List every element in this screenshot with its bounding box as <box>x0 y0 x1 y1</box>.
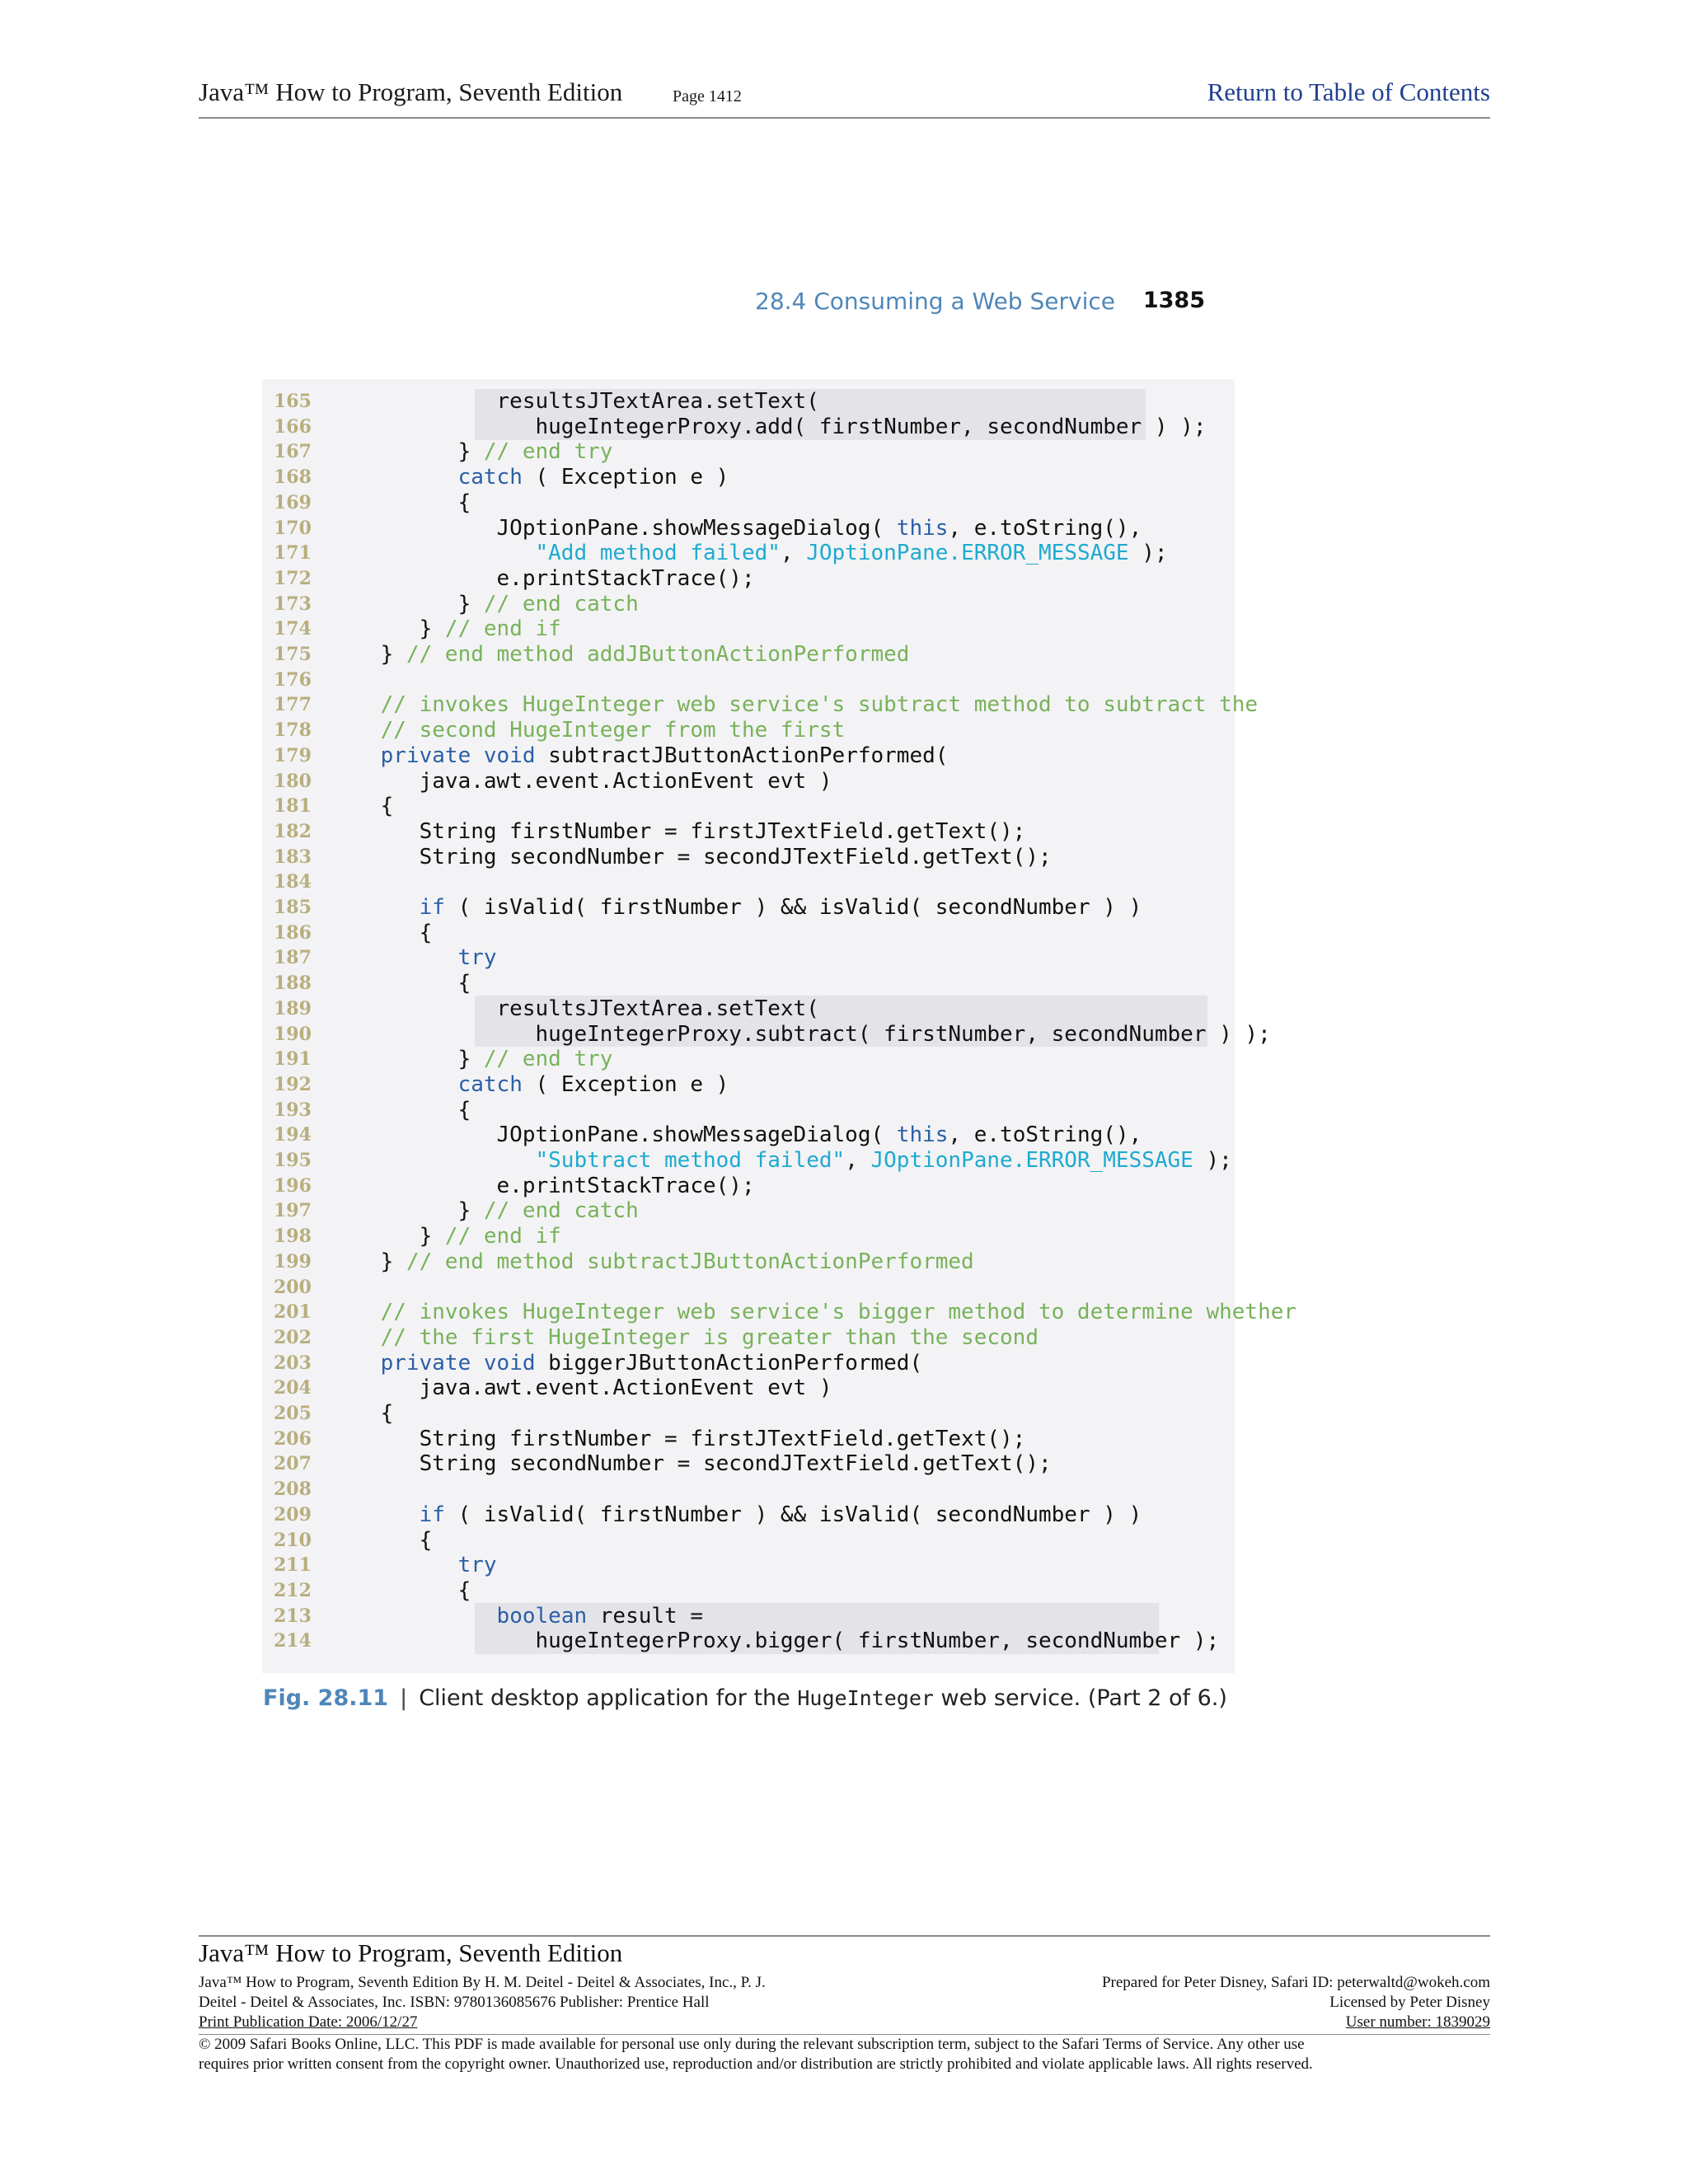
code-line <box>262 945 1235 971</box>
code-line <box>262 971 1235 996</box>
code-line <box>262 1148 1235 1174</box>
code-text: "Add method failed", JOptionPane.ERROR_MESSAGE ); <box>535 541 1168 566</box>
footer-right-line-1: Prepared for Peter Disney, Safari ID: peterwaltd@wokeh.com <box>1101 1974 1490 1991</box>
code-line <box>262 389 1235 415</box>
code-line <box>262 1047 1235 1072</box>
code-text: // invokes HugeInteger web service's bigger method to determine whether <box>380 1300 1297 1325</box>
line-number: 211 <box>274 1554 312 1577</box>
figure-caption <box>263 1685 1227 1711</box>
code-text: // second HugeInteger from the first <box>380 718 846 743</box>
code-text: String firstNumber = firstJTextField.getText(); <box>368 1426 1026 1451</box>
code-line <box>262 1553 1235 1578</box>
code-line <box>262 1072 1235 1098</box>
code-text: boolean result = <box>496 1603 704 1629</box>
code-text: } // end if <box>368 616 561 642</box>
code-line <box>262 845 1235 870</box>
code-line <box>262 1198 1235 1224</box>
running-head <box>755 288 1205 322</box>
line-number: 187 <box>274 947 312 969</box>
line-number: 209 <box>274 1503 312 1526</box>
line-number: 172 <box>274 567 312 589</box>
code-text: } // end method addJButtonActionPerformed <box>368 642 910 667</box>
line-number: 178 <box>274 719 312 742</box>
code-text: java.awt.event.ActionEvent evt ) <box>368 768 832 794</box>
code-text: { <box>368 1527 433 1553</box>
header-book-title: Java™ How to Program, Seventh Edition <box>199 77 623 106</box>
line-number: 170 <box>274 517 312 539</box>
line-number: 191 <box>274 1048 312 1071</box>
code-text: } // end method subtractJButtonActionPerformed <box>368 1249 974 1274</box>
line-number: 196 <box>274 1174 312 1197</box>
code-line <box>262 668 1235 693</box>
code-text: catch ( Exception e ) <box>457 1071 729 1097</box>
footer-left-line-1: Java™ How to Program, Seventh Edition By H. M. Deitel - Deitel & Associates, Inc., P. J. <box>199 1974 766 1991</box>
code-line <box>262 566 1235 592</box>
line-number: 198 <box>274 1226 312 1248</box>
code-line <box>262 465 1235 490</box>
caption-text-before: Client desktop application for the <box>419 1685 798 1711</box>
line-number: 183 <box>274 846 312 868</box>
line-number: 188 <box>274 972 312 995</box>
line-number: 202 <box>274 1326 312 1348</box>
line-number: 181 <box>274 795 312 818</box>
code-line <box>262 1300 1297 1325</box>
code-line <box>262 769 1235 794</box>
line-number: 205 <box>274 1403 312 1424</box>
code-text: hugeIntegerProxy.subtract( firstNumber, secondNumber ) ); <box>368 1021 1271 1047</box>
line-number: 177 <box>274 694 312 716</box>
code-line <box>262 1427 1235 1452</box>
code-text: "Subtract method failed", JOptionPane.ERROR_MESSAGE ); <box>535 1148 1232 1173</box>
line-number: 167 <box>274 441 312 463</box>
code-line <box>262 415 1235 440</box>
line-number: 190 <box>274 1023 312 1045</box>
footer-right-line-2: Licensed by Peter Disney <box>1329 1994 1490 2011</box>
code-line <box>262 1174 1235 1199</box>
footer-copyright-line-1: © 2009 Safari Books Online, LLC. This PDF is made available for personal use only during the relevant subscription term, subject to the Safari Terms of Service. Any other use <box>199 2036 1305 2053</box>
code-text: } // end try <box>368 439 613 465</box>
line-number: 184 <box>274 871 312 893</box>
line-number: 201 <box>274 1301 312 1324</box>
code-listing <box>262 379 1297 1673</box>
code-text: { <box>368 971 471 996</box>
line-number: 212 <box>274 1579 312 1601</box>
line-number: 179 <box>274 744 312 766</box>
line-number: 206 <box>274 1427 312 1450</box>
code-line <box>262 541 1235 566</box>
code-text: if ( isValid( firstNumber ) && isValid( secondNumber ) ) <box>419 1502 1142 1527</box>
code-line <box>262 1578 1235 1604</box>
code-text: String firstNumber = firstJTextField.getText(); <box>368 818 1026 844</box>
code-line <box>262 616 1235 642</box>
code-line <box>262 1401 1235 1427</box>
code-line <box>262 921 1235 946</box>
code-text: private void biggerJButtonActionPerformed( <box>380 1350 923 1376</box>
code-line <box>262 1122 1235 1148</box>
code-text: resultsJTextArea.setText( <box>368 996 819 1021</box>
line-number: 185 <box>274 897 312 918</box>
line-number: 207 <box>274 1453 312 1475</box>
code-text: { <box>368 1097 471 1122</box>
line-number: 192 <box>274 1073 312 1095</box>
code-text: { <box>368 794 394 819</box>
book-page-number: 1385 <box>1142 288 1205 313</box>
caption-separator: | <box>400 1685 408 1711</box>
line-number: 189 <box>274 997 312 1019</box>
code-text: { <box>368 920 433 945</box>
code-text: String secondNumber = secondJTextField.getText(); <box>368 1451 1052 1477</box>
line-number: 214 <box>274 1630 312 1652</box>
code-line <box>262 819 1235 845</box>
footer-rule <box>199 1935 1490 1937</box>
line-number: 166 <box>274 415 312 438</box>
code-line <box>262 1528 1235 1554</box>
code-text: } // end catch <box>368 1198 639 1224</box>
line-number: 175 <box>274 644 312 665</box>
code-text: resultsJTextArea.setText( <box>368 389 819 414</box>
line-number: 182 <box>274 820 312 842</box>
line-number: 199 <box>274 1250 312 1272</box>
code-text: e.printStackTrace(); <box>368 565 755 591</box>
code-line <box>262 1021 1271 1047</box>
code-text: e.printStackTrace(); <box>368 1173 755 1198</box>
code-line <box>262 1098 1235 1123</box>
code-text: } // end if <box>368 1224 561 1249</box>
footer-title: Java™ How to Program, Seventh Edition <box>199 1938 623 1967</box>
return-to-toc-link[interactable]: Return to Table of Contents <box>1207 77 1490 106</box>
code-line <box>262 1275 1235 1301</box>
code-line <box>262 516 1235 541</box>
code-text: { <box>368 1401 394 1426</box>
code-line <box>262 1249 1235 1275</box>
code-line <box>262 1477 1235 1502</box>
line-number: 195 <box>274 1150 312 1171</box>
code-line <box>262 1224 1235 1249</box>
line-number: 171 <box>274 542 312 565</box>
figure-label: Fig. 28.11 <box>263 1685 389 1711</box>
footer-copyright-line-2: requires prior written consent from the copyright owner. Unauthorized use, reproduction and/or distribution are strictly prohibited and violate applicable laws. All rights reserved. <box>199 2055 1313 2073</box>
code-text: JOptionPane.showMessageDialog( this, e.toString(), <box>368 1122 1142 1148</box>
line-number: 173 <box>274 593 312 615</box>
line-number: 204 <box>274 1377 312 1399</box>
page-header <box>199 77 1490 119</box>
code-line <box>262 718 1235 743</box>
line-number: 174 <box>274 618 312 640</box>
footer-rule-thin <box>199 2034 1490 2035</box>
code-text: hugeIntegerProxy.add( firstNumber, secondNumber ) ); <box>368 414 1207 439</box>
code-text: catch ( Exception e ) <box>457 465 729 490</box>
code-line <box>262 439 1235 465</box>
code-text: { <box>368 1577 471 1603</box>
code-text: { <box>368 490 471 515</box>
code-text: java.awt.event.ActionEvent evt ) <box>368 1376 832 1401</box>
line-number: 165 <box>274 391 312 412</box>
code-line <box>262 490 1235 516</box>
line-number: 200 <box>274 1276 312 1298</box>
code-line <box>262 794 1235 819</box>
code-text: private void subtractJButtonActionPerformed( <box>380 743 949 768</box>
code-text: JOptionPane.showMessageDialog( this, e.toString(), <box>368 515 1142 541</box>
code-line <box>262 1351 1235 1376</box>
code-text: String secondNumber = secondJTextField.getText(); <box>368 844 1052 869</box>
line-number: 186 <box>274 921 312 944</box>
header-page-label: Page 1412 <box>673 87 742 105</box>
code-text: try <box>457 1553 497 1578</box>
code-line <box>262 895 1235 921</box>
code-line <box>262 1325 1235 1351</box>
line-number: 213 <box>274 1605 312 1627</box>
line-number: 176 <box>274 668 312 691</box>
code-line <box>262 996 1235 1022</box>
code-text: // the first HugeInteger is greater than the second <box>380 1324 1039 1350</box>
footer-right-line-3: User number: 1839029 <box>1345 2013 1490 2031</box>
code-text: if ( isValid( firstNumber ) && isValid( secondNumber ) ) <box>419 895 1142 920</box>
line-number: 197 <box>274 1200 312 1222</box>
code-line <box>262 1502 1235 1528</box>
code-line <box>262 1451 1235 1477</box>
line-number: 210 <box>274 1529 312 1551</box>
line-number: 168 <box>274 466 312 489</box>
code-line <box>262 1376 1235 1401</box>
section-title: 28.4 Consuming a Web Service <box>755 288 1115 315</box>
code-line <box>262 1604 1235 1629</box>
footer-left-line-3: Print Publication Date: 2006/12/27 <box>199 2013 418 2031</box>
line-number: 169 <box>274 491 312 513</box>
code-line <box>262 1629 1235 1654</box>
code-line <box>262 869 1235 895</box>
code-text: } // end try <box>368 1047 613 1072</box>
line-number: 203 <box>274 1352 312 1374</box>
code-line <box>262 692 1259 718</box>
code-text: try <box>457 945 497 971</box>
code-line <box>262 743 1235 769</box>
code-line <box>262 592 1235 617</box>
line-number: 193 <box>274 1099 312 1121</box>
line-number: 180 <box>274 770 312 792</box>
code-text: hugeIntegerProxy.bigger( firstNumber, secondNumber ); <box>368 1629 1220 1654</box>
footer-left-line-2: Deitel - Deitel & Associates, Inc. ISBN: 9780136085676 Publisher: Prentice Hall <box>199 1994 710 2011</box>
caption-code-term: HugeInteger <box>797 1686 934 1710</box>
line-number: 208 <box>274 1479 312 1501</box>
line-number: 194 <box>274 1124 312 1146</box>
code-text: // invokes HugeInteger web service's subtract method to subtract the <box>380 692 1259 718</box>
caption-text-after: web service. (Part 2 of 6.) <box>933 1685 1227 1711</box>
code-text: } // end catch <box>368 591 639 616</box>
code-line <box>262 642 1235 668</box>
